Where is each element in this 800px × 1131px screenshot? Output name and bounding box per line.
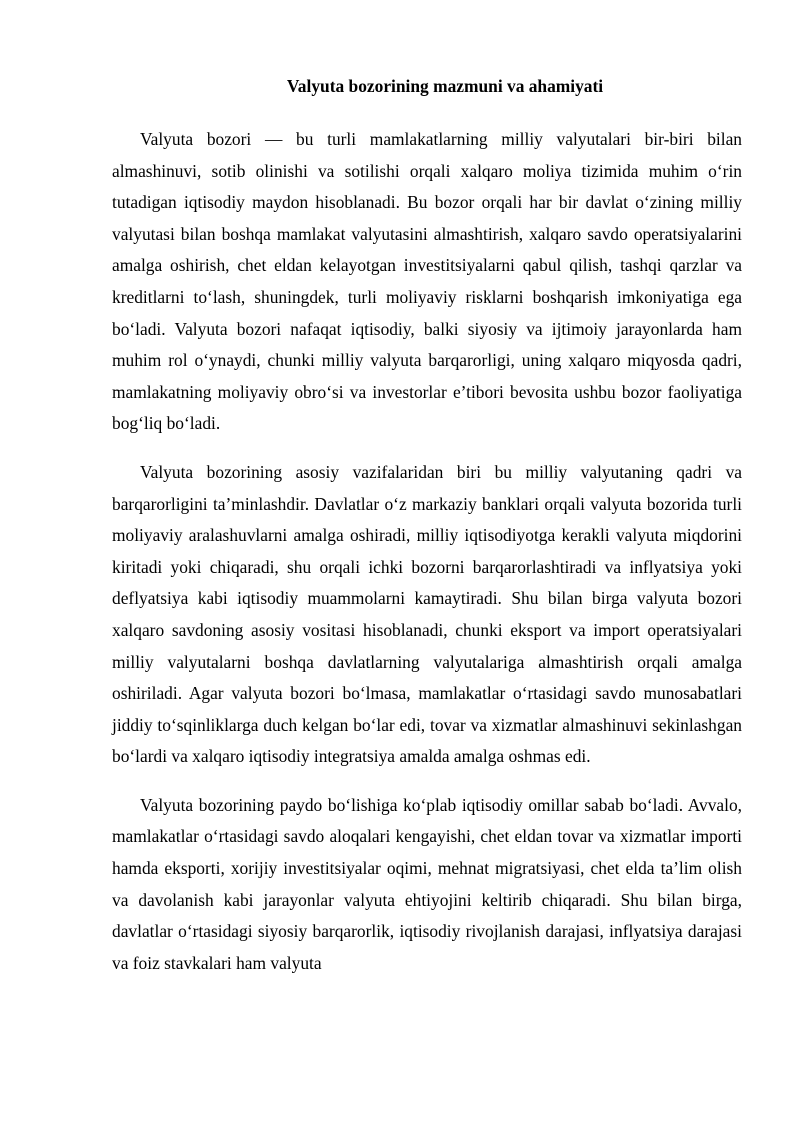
document-body [112,124,742,996]
paragraph-2: Valyuta bozorining asosiy vazifalaridan biri bu milliy valyutaning qadri va barqarorligini ta’minlashdir. Davlatlar o‘z markaziy banklari orqali valyuta bozorida turli moliyaviy aralashuvlarni amalga oshiradi, milliy iqtisodiyotga kerakli valyuta miqdorini kiritadi yoki chiqaradi, shu orqali ichki bozorni barqarorlashtiradi va inflyatsiya yoki deflyatsiya kabi iqtisodiy muammolarni kamaytiradi. Shu bilan birga valyuta bozori xalqaro savdoning asosiy vositasi hisoblanadi, chunki eksport va import operatsiyalari milliy valyutalarni boshqa davlatlarning valyutalariga almashtirish orqali amalga oshiriladi. Agar valyuta bozori bo‘lmasa, mamlakatlar o‘rtasidagi savdo munosabatlari jiddiy to‘sqinliklarga duch kelgan bo‘lar edi, tovar va xizmatlar almashinuvi sekinlashgan bo‘lardi va xalqaro iqtisodiy integratsiya amalda amalga oshmas edi. [112,461,742,767]
paragraph-1: Valyuta bozori — bu turli mamlakatlarning milliy valyutalari bir-biri bilan almashinuvi, sotib olinishi va sotilishi orqali xalqaro moliya tizimida muhim o‘rin tutadigan iqtisodiy maydon hisoblanadi. Bu bozor orqali har bir davlat o‘zining milliy valyutasi bilan boshqa mamlakat valyutasini almashtirish, xalqaro savdo operatsiyalarini amalga oshirish, chet eldan kelayotgan investitsiyalarni qabul qilish, tashqi qarzlar va kreditlarni to‘lash, shuningdek, turli moliyaviy risklarni boshqarish imkoniyatiga ega bo‘ladi. Valyuta bozori nafaqat iqtisodiy, balki siyosiy va ijtimoiy jarayonlarda ham muhim rol o‘ynaydi, chunki milliy valyuta barqarorligi, uning xalqaro miqyosda qadri, mamlakatning moliyaviy obro‘si va investorlar e’tibori bevosita ushbu bozor faoliyatiga bog‘liq bo‘ladi. [112,129,742,434]
document-title: Valyuta bozorining mazmuni va ahamiyati [286,76,604,96]
paragraph-3: Valyuta bozorining paydo bo‘lishiga ko‘plab iqtisodiy omillar sabab bo‘ladi. Avvalo, mamlakatlar o‘rtasidagi savdo aloqalari kengayishi, chet eldan tovar va xizmatlar importi hamda eksporti, xorijiy investitsiyalar oqimi, mehnat migratsiyasi, chet elda ta’lim olish va davolanish kabi jarayonlar valyuta ehtiyojini keltirib chiqaradi. Shu bilan birga, davlatlar o‘rtasidagi siyosiy barqarorlik, iqtisodiy rivojlanish darajasi, inflyatsiya darajasi va foiz stavkalari ham valyuta [112,794,742,973]
